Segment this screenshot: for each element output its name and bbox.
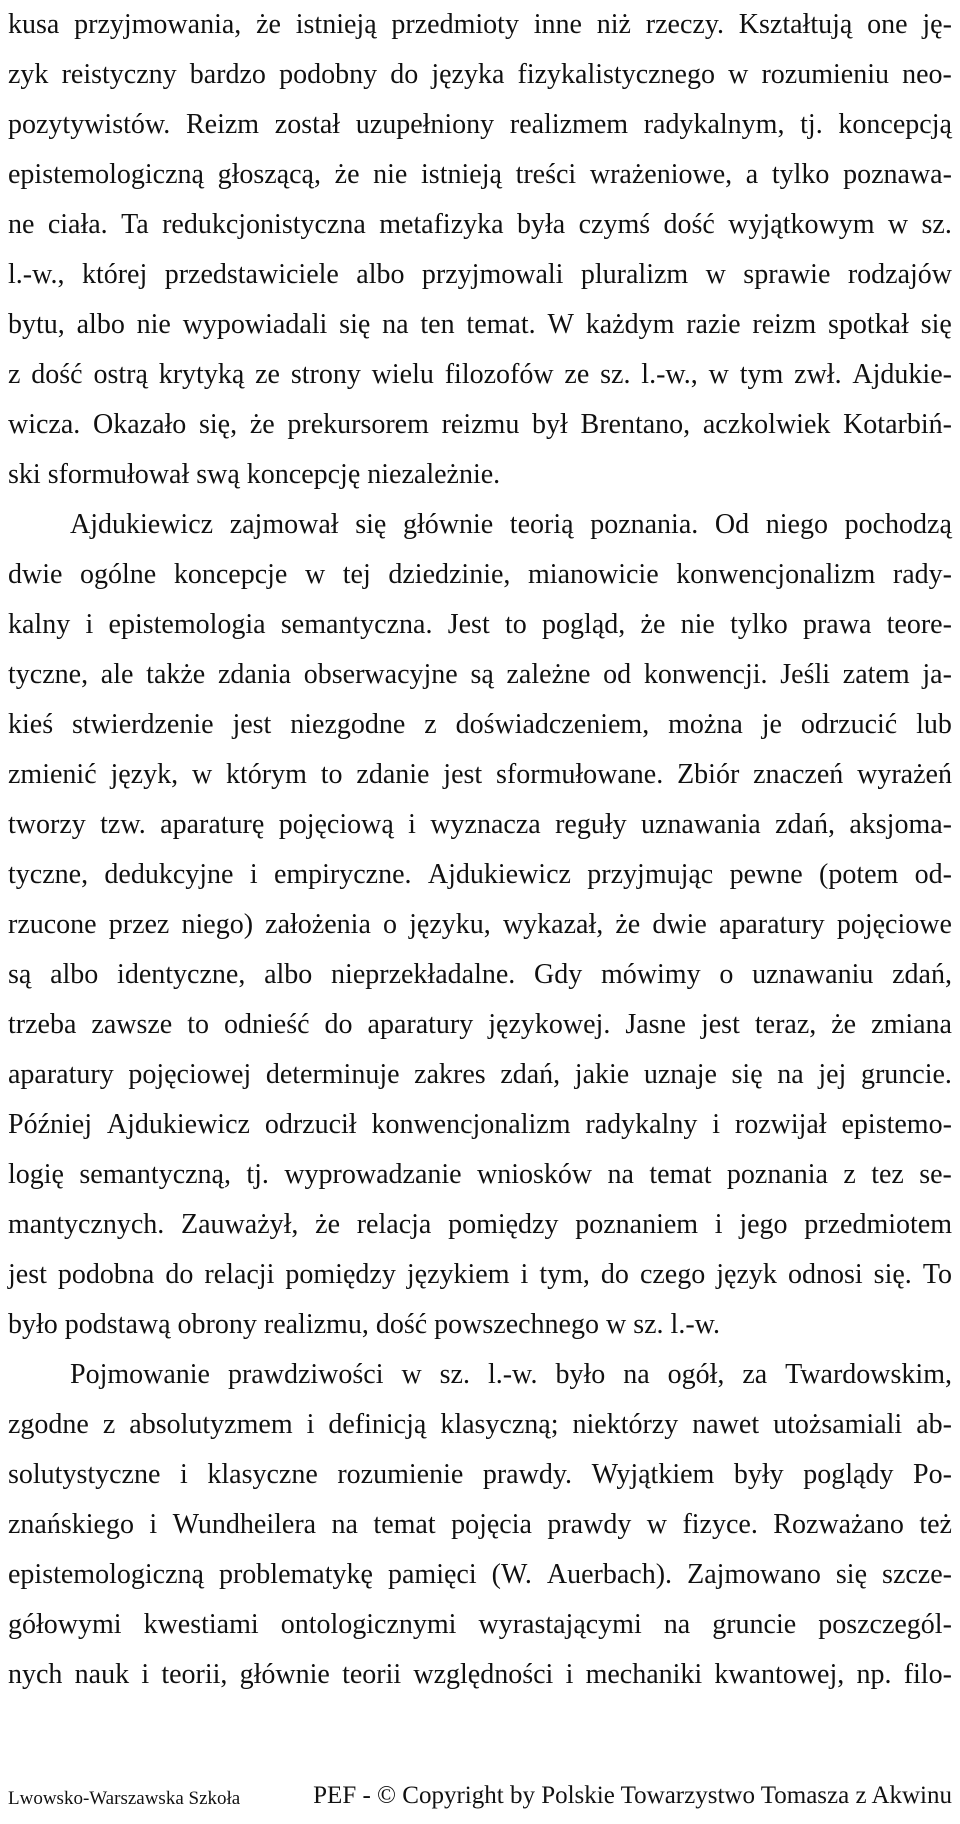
text-line: Później Ajdukiewicz odrzucił konwencjonalizm radykalny i rozwijał epistemo- — [8, 1109, 952, 1140]
text-line: dwie ogólne koncepcje w tej dziedzinie, mianowicie konwencjonalizm rady- — [8, 559, 952, 590]
paragraph — [8, 500, 952, 1350]
paragraph — [8, 0, 952, 500]
body-text — [8, 0, 952, 1700]
text-line: tyczne, dedukcyjne i empiryczne. Ajdukiewicz przyjmując pewne (potem od- — [8, 859, 952, 890]
text-line: ne ciała. Ta redukcjonistyczna metafizyka była czymś dość wyjątkowym w sz. — [8, 209, 952, 240]
footer-copyright: PEF - © Copyright by Polskie Towarzystwo Tomasza z Akwinu — [313, 1782, 952, 1809]
text-line: Ajdukiewicz zajmował się głównie teorią poznania. Od niego pochodzą — [70, 509, 952, 540]
text-line: są albo identyczne, albo nieprzekładalne. Gdy mówimy o uznawaniu zdań, — [8, 959, 952, 990]
text-line: kusa przyjmowania, że istnieją przedmioty inne niż rzeczy. Kształtują one ję- — [8, 9, 952, 40]
text-line: znańskiego i Wundheilera na temat pojęcia prawdy w fizyce. Rozważano też — [8, 1509, 952, 1540]
text-line: logię semantyczną, tj. wyprowadzanie wniosków na temat poznania z tez se- — [8, 1159, 952, 1190]
text-line: epistemologiczną głoszącą, że nie istnieją treści wrażeniowe, a tylko poznawa- — [8, 159, 952, 190]
text-line: trzeba zawsze to odnieść do aparatury językowej. Jasne jest teraz, że zmiana — [8, 1009, 952, 1040]
text-line: kieś stwierdzenie jest niezgodne z doświadczeniem, można je odrzucić lub — [8, 709, 952, 740]
text-line: tworzy tzw. aparaturę pojęciową i wyznacza reguły uznawania zdań, aksjoma- — [8, 809, 952, 840]
text-line: było podstawą obrony realizmu, dość powszechnego w sz. l.-w. — [8, 1309, 721, 1340]
text-line: solutystyczne i klasyczne rozumienie prawdy. Wyjątkiem były poglądy Po- — [8, 1459, 952, 1490]
text-line: aparatury pojęciowej determinuje zakres zdań, jakie uznaje się na jej gruncie. — [8, 1059, 952, 1090]
text-line: epistemologiczną problematykę pamięci (W. Auerbach). Zajmowano się szcze- — [8, 1559, 952, 1590]
page-footer — [8, 1782, 952, 1816]
text-line: zyk reistyczny bardzo podobny do języka fizykalistycznego w rozumieniu neo- — [8, 59, 952, 90]
text-line: l.-w., której przedstawiciele albo przyjmowali pluralizm w sprawie rodzajów — [8, 259, 952, 290]
footer-section-title: Lwowsko-Warszawska Szkoła — [8, 1788, 241, 1809]
text-line: pozytywistów. Reizm został uzupełniony realizmem radykalnym, tj. koncepcją — [8, 109, 952, 140]
text-line: kalny i epistemologia semantyczna. Jest to pogląd, że nie tylko prawa teore- — [8, 609, 952, 640]
text-line: nych nauk i teorii, głównie teorii względności i mechaniki kwantowej, np. filo- — [8, 1659, 952, 1690]
text-line: tyczne, ale także zdania obserwacyjne są zależne od konwencji. Jeśli zatem ja- — [8, 659, 952, 690]
text-line: rzucone przez niego) założenia o języku, wykazał, że dwie aparatury pojęciowe — [8, 909, 952, 940]
text-line: zmienić język, w którym to zdanie jest sformułowane. Zbiór znaczeń wyrażeń — [8, 759, 952, 790]
text-line: gółowymi kwestiami ontologicznymi wyrastającymi na gruncie poszczegól- — [8, 1609, 952, 1640]
text-line: jest podobna do relacji pomiędzy językiem i tym, do czego język odnosi się. To — [8, 1259, 952, 1290]
paragraph — [8, 1350, 952, 1700]
text-line: mantycznych. Zauważył, że relacja pomiędzy poznaniem i jego przedmiotem — [8, 1209, 952, 1240]
text-line: Pojmowanie prawdziwości w sz. l.-w. było na ogół, za Twardowskim, — [70, 1359, 952, 1390]
text-line: bytu, albo nie wypowiadali się na ten temat. W każdym razie reizm spotkał się — [8, 309, 952, 340]
text-line: zgodne z absolutyzmem i definicją klasyczną; niektórzy nawet utożsamiali ab- — [8, 1409, 952, 1440]
text-line: wicza. Okazało się, że prekursorem reizmu był Brentano, aczkolwiek Kotarbiń- — [8, 409, 952, 440]
text-line: ski sformułował swą koncepcję niezależnie. — [8, 459, 501, 490]
text-line: z dość ostrą krytyką ze strony wielu filozofów ze sz. l.-w., w tym zwł. Ajdukie- — [8, 359, 952, 390]
